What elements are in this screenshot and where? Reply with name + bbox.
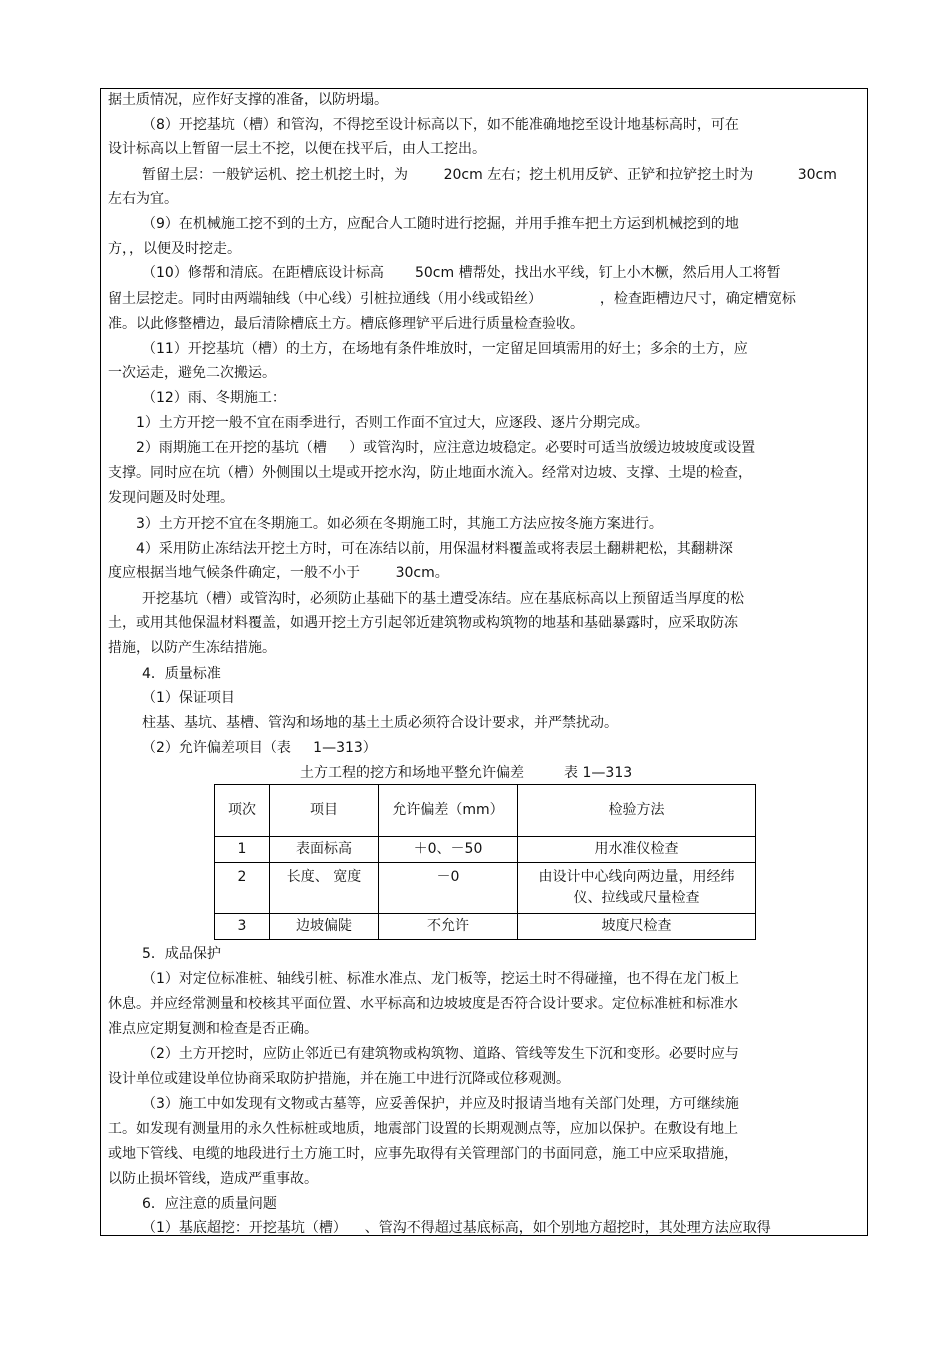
text-line: 以防止损坏管线，造成严重事故。 bbox=[108, 1171, 318, 1187]
text-line: 度应根据当地气候条件确定，一般不小于 30cm。 bbox=[108, 565, 449, 581]
table-cell-line: 仪、拉线或尺量检查 bbox=[573, 890, 700, 907]
table-header-row bbox=[215, 785, 756, 837]
section-heading: 6．应注意的质量问题 bbox=[142, 1196, 277, 1212]
table-cell-line: 由设计中心线向两边量，用经纬 bbox=[538, 869, 735, 886]
text-line: （8）开挖基坑（槽）和管沟，不得挖至设计标高以下，如不能准确地挖至设计地基标高时，可在 bbox=[142, 117, 739, 133]
text-line: （12）雨、冬期施工： bbox=[142, 390, 286, 406]
text-line: 措施，以防产生冻结措施。 bbox=[108, 640, 276, 656]
table-cell: 边坡偏陡 bbox=[270, 913, 379, 939]
text-line: （10）修帮和清底。在距槽底设计标高 50cm 槽帮处，找出水平线，钉上小木橛，然后用人工将暂 bbox=[142, 265, 781, 281]
table-cell: 3 bbox=[215, 913, 270, 939]
table-cell: －0 bbox=[379, 863, 518, 913]
text-line: 据土质情况，应作好支撑的准备，以防坍塌。 bbox=[108, 92, 388, 108]
table-cell: 2 bbox=[215, 863, 270, 913]
text-line: 方，，以便及时挖走。 bbox=[108, 241, 241, 257]
text-line: （2）土方开挖时，应防止邻近已有建筑物或构筑物、道路、管线等发生下沉和变形。必要时应与 bbox=[142, 1046, 739, 1062]
text-line: 一次运走，避免二次搬运。 bbox=[108, 365, 276, 381]
text-line: 设计单位或建设单位协商采取防护措施，并在施工中进行沉降或位移观测。 bbox=[108, 1071, 570, 1087]
table-cell: 不允许 bbox=[379, 913, 518, 939]
table-header: 项目 bbox=[270, 785, 379, 837]
text-line: 发现问题及时处理。 bbox=[108, 490, 234, 506]
table-row bbox=[215, 837, 756, 863]
document-frame bbox=[100, 88, 868, 1236]
text-line: 4）采用防止冻结法开挖土方时，可在冻结以前，用保温材料覆盖或将表层土翻耕耙松，其翻耕深 bbox=[136, 541, 733, 557]
text-line: （1）保证项目 bbox=[142, 690, 235, 706]
table-caption: 土方工程的挖方和场地平整允许偏差 表 1—313 bbox=[300, 765, 633, 781]
table-header: 项次 bbox=[215, 785, 270, 837]
text-line: （9）在机械施工挖不到的土方，应配合人工随时进行挖掘，并用手推车把土方运到机械挖到的地 bbox=[142, 216, 739, 232]
text-line: 留土层挖走。同时由两端轴线（中心线）引桩拉通线（用小线或铅丝） ，检查距槽边尺寸，确定槽宽标 bbox=[108, 291, 796, 307]
table-row bbox=[215, 913, 756, 939]
text-line: 支撑。同时应在坑（槽）外侧围以土堤或开挖水沟，防止地面水流入。经常对边坡、支撑、土堤的检查， bbox=[108, 465, 752, 481]
text-line: 1）土方开挖一般不宜在雨季进行，否则工作面不宜过大，应逐段、逐片分期完成。 bbox=[136, 415, 649, 431]
table-header: 允许偏差（mm） bbox=[379, 785, 518, 837]
table-cell: ＋0、－50 bbox=[379, 837, 518, 863]
text-line: 工。如发现有测量用的永久性标桩或地质，地震部门设置的长期观测点等，应加以保护。在敷设有地上 bbox=[108, 1121, 738, 1137]
table-cell: 表面标高 bbox=[270, 837, 379, 863]
text-line: 左右为宜。 bbox=[108, 191, 178, 207]
text-line: 土，或用其他保温材料覆盖，如遇开挖土方引起邻近建筑物或构筑物的地基和基础暴露时，应采取防冻 bbox=[108, 615, 738, 631]
text-line: 休息。并应经常测量和校核其平面位置、水平标高和边坡坡度是否符合设计要求。定位标准桩和标准水 bbox=[108, 996, 738, 1012]
table-header: 检验方法 bbox=[518, 785, 756, 837]
deviation-table bbox=[214, 784, 756, 940]
section-heading: 4．质量标准 bbox=[142, 666, 221, 682]
text-line: 3）土方开挖不宜在冬期施工。如必须在冬期施工时，其施工方法应按冬施方案进行。 bbox=[136, 516, 663, 532]
table-cell bbox=[518, 863, 756, 913]
text-line: 准点应定期复测和检查是否正确。 bbox=[108, 1021, 318, 1037]
text-line: 准。以此修整槽边，最后清除槽底土方。槽底修理铲平后进行质量检查验收。 bbox=[108, 316, 584, 332]
text-line: （11）开挖基坑（槽）的土方，在场地有条件堆放时，一定留足回填需用的好土；多余的土方，应 bbox=[142, 341, 748, 357]
table-cell: 坡度尺检查 bbox=[518, 913, 756, 939]
text-line: 开挖基坑（槽）或管沟时，必须防止基础下的基土遭受冻结。应在基底标高以上预留适当厚度的松 bbox=[142, 591, 744, 607]
text-line: 或地下管线、电缆的地段进行土方施工时，应事先取得有关管理部门的书面同意，施工中应采取措施， bbox=[108, 1146, 738, 1162]
text-line: 2）雨期施工在开挖的基坑（槽 ）或管沟时，应注意边坡稳定。必要时可适当放缓边坡坡度或设置 bbox=[136, 440, 756, 456]
text-line: （1）对定位标准桩、轴线引桩、标准水准点、龙门板等，挖运土时不得碰撞，也不得在龙门板上 bbox=[142, 971, 739, 987]
text-line: 设计标高以上暂留一层土不挖，以便在找平后，由人工挖出。 bbox=[108, 141, 486, 157]
text-line: （1）基底超挖：开挖基坑（槽） 、管沟不得超过基底标高，如个别地方超挖时，其处理方法应取得 bbox=[142, 1220, 771, 1236]
table-row bbox=[215, 863, 756, 913]
text-line: 柱基、基坑、基槽、管沟和场地的基土土质必须符合设计要求，并严禁扰动。 bbox=[142, 715, 618, 731]
table-cell: 1 bbox=[215, 837, 270, 863]
table-cell: 长度、 宽度 bbox=[270, 863, 379, 913]
text-line: （2）允许偏差项目（表 1—313） bbox=[142, 740, 377, 756]
text-line: （3）施工中如发现有文物或古墓等，应妥善保护，并应及时报请当地有关部门处理，方可继续施 bbox=[142, 1096, 739, 1112]
section-heading: 5．成品保护 bbox=[142, 946, 221, 962]
text-line: 暂留土层：一般铲运机、挖土机挖土时，为 20cm 左右；挖土机用反铲、正铲和拉铲挖土时为 30cm bbox=[142, 167, 837, 183]
table-cell: 用水准仪检查 bbox=[518, 837, 756, 863]
